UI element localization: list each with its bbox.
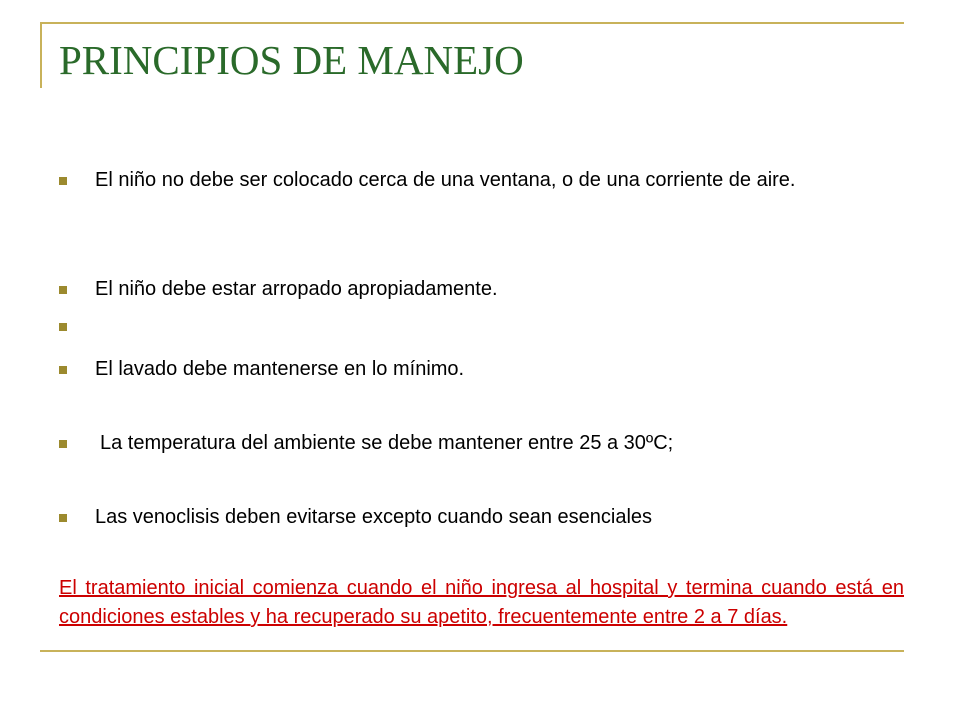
bullet-text: La temperatura del ambiente se debe mantener entre 25 a 30ºC;	[100, 432, 674, 454]
bullet-item	[59, 503, 904, 532]
bullet-item	[59, 275, 904, 304]
square-bullet-icon	[59, 366, 67, 374]
bullet-text: El lavado debe mantenerse en lo mínimo.	[95, 358, 465, 380]
square-bullet-icon	[59, 286, 67, 294]
bottom-rule	[40, 650, 904, 652]
left-rule	[40, 22, 42, 88]
square-bullet-icon	[59, 177, 67, 185]
bullet-item	[59, 166, 904, 195]
top-rule	[40, 22, 904, 24]
bullet-text: Las venoclisis deben evitarse excepto cuando sean esenciales	[95, 506, 653, 528]
bullet-item	[59, 355, 904, 384]
treatment-note: El tratamiento inicial comienza cuando el niño ingresa al hospital y termina cuando está en condiciones estables y ha recuperado su apetito, frecuentemente entre 2 a 7 días.	[59, 577, 904, 628]
square-bullet-icon	[59, 514, 67, 522]
bullet-text: El niño no debe ser colocado cerca de una ventana, o de una corriente de aire.	[95, 169, 796, 191]
square-bullet-icon	[59, 323, 67, 331]
slide-title: PRINCIPIOS DE MANEJO	[59, 37, 524, 83]
square-bullet-icon	[59, 440, 67, 448]
bullet-item	[59, 429, 904, 458]
bullet-text: El niño debe estar arropado apropiadamente.	[95, 278, 498, 300]
